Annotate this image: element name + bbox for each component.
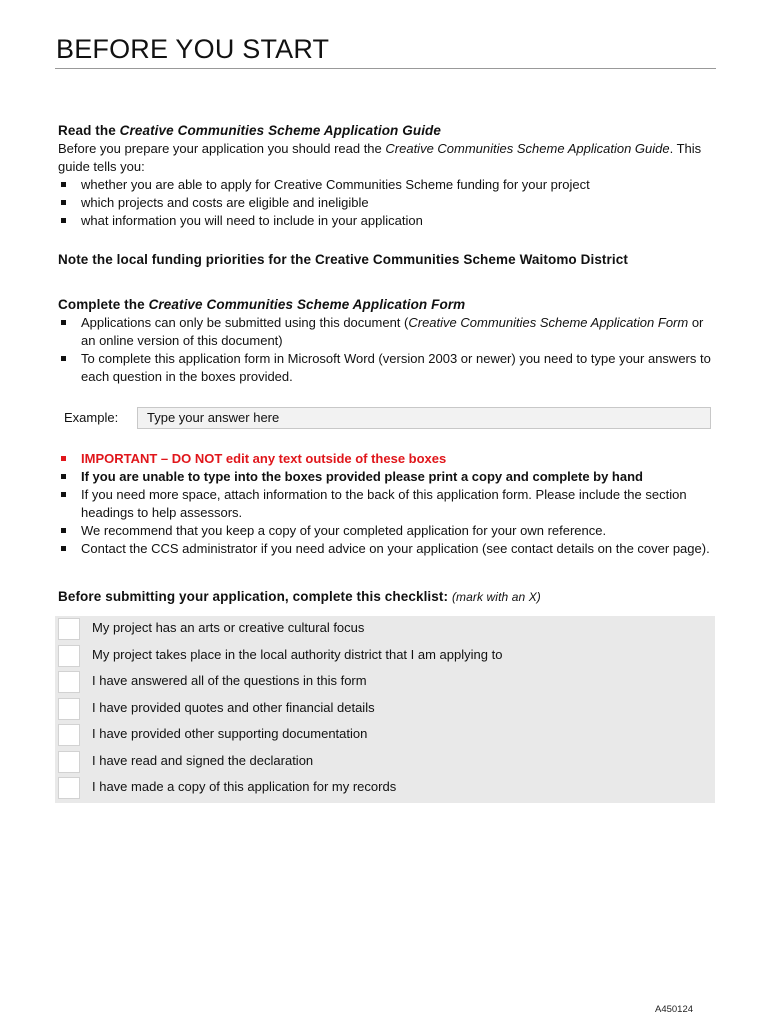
checklist-item-label: I have read and signed the declaration	[92, 753, 314, 768]
bullet-icon	[61, 456, 66, 461]
form-bullet-list	[58, 314, 718, 386]
list-item-text: We recommend that you keep a copy of your completed application for your own reference.	[81, 523, 607, 538]
checklist-item-label: My project takes place in the local authority district that I am applying to	[92, 647, 503, 662]
checklist-checkbox[interactable]	[58, 671, 80, 693]
list-item-text: what information you will need to include in your application	[81, 213, 423, 228]
guide-intro	[58, 140, 718, 176]
checklist-item-label: My project has an arts or creative cultural focus	[92, 620, 365, 635]
checklist-row	[55, 722, 715, 748]
bullet-icon	[61, 356, 66, 361]
guide-intro-end: . This guide tells you:	[58, 141, 702, 174]
checklist-table	[55, 616, 715, 803]
checklist-row	[55, 669, 715, 695]
checklist-hint: (mark with an X)	[451, 590, 541, 604]
bullet-icon	[61, 200, 66, 205]
form-heading-title: Creative Communities Scheme Application Form	[148, 297, 466, 312]
print-note	[58, 468, 718, 486]
list-item-text: which projects and costs are eligible and ineligible	[81, 195, 369, 210]
bullet-icon	[61, 182, 66, 187]
bullet-icon	[61, 320, 66, 325]
checklist-checkbox[interactable]	[58, 777, 80, 799]
checklist-checkbox[interactable]	[58, 645, 80, 667]
guide-heading	[58, 122, 718, 140]
document-code: A450124	[655, 1004, 694, 1015]
checklist-heading	[58, 588, 718, 606]
page-title: BEFORE YOU START	[56, 34, 330, 64]
priorities-heading: Note the local funding priorities for the Creative Communities Scheme Waitomo District	[58, 252, 628, 267]
list-item-text: To complete this application form in Microsoft Word (version 2003 or newer) you need to type your answers to each question in the boxes provided.	[81, 351, 711, 384]
list-item-text: Applications can only be submitted using this document (	[81, 315, 409, 330]
print-note-text: If you are unable to type into the boxes provided please print a copy and complete by hand	[81, 469, 643, 484]
important-note	[58, 450, 718, 468]
form-heading	[58, 296, 718, 314]
guide-intro-title: Creative Communities Scheme Application Guide	[385, 141, 670, 156]
checklist-row	[55, 749, 715, 775]
checklist-checkbox[interactable]	[58, 751, 80, 773]
guide-bullet-list	[58, 176, 718, 230]
guide-section	[58, 122, 718, 230]
example-label: Example:	[64, 410, 119, 425]
bullet-icon	[61, 546, 66, 551]
list-item	[58, 522, 718, 540]
checklist-row	[55, 616, 715, 642]
list-item-title: Creative Communities Scheme Application Form	[408, 315, 689, 330]
list-item-text: If you need more space, attach information to the back of this application form. Please include the section headings to help assessors.	[81, 487, 687, 520]
list-item	[58, 540, 718, 558]
checklist-checkbox[interactable]	[58, 724, 80, 746]
notes-bullet-list	[58, 450, 718, 558]
list-item	[58, 194, 718, 212]
list-item	[58, 176, 718, 194]
checklist-checkbox[interactable]	[58, 698, 80, 720]
priorities-section	[58, 251, 718, 269]
checklist-item-label: I have made a copy of this application for my records	[92, 779, 397, 794]
list-item	[58, 350, 718, 386]
checklist-checkbox[interactable]	[58, 618, 80, 640]
example-answer-text: Type your answer here	[147, 410, 280, 425]
guide-heading-prefix: Read the	[58, 123, 120, 138]
example-answer-box[interactable]	[137, 407, 711, 429]
bullet-icon	[61, 492, 66, 497]
guide-heading-title: Creative Communities Scheme Application Guide	[119, 123, 441, 138]
list-item-text: whether you are able to apply for Creative Communities Scheme funding for your project	[81, 177, 590, 192]
list-item	[58, 314, 718, 350]
bullet-icon	[61, 474, 66, 479]
checklist-item-label: I have provided other supporting documentation	[92, 726, 368, 741]
checklist-row	[55, 775, 715, 801]
title-divider	[55, 68, 716, 69]
bullet-icon	[61, 528, 66, 533]
guide-intro-text: Before you prepare your application you should read the	[58, 141, 386, 156]
checklist-row	[55, 696, 715, 722]
list-item	[58, 486, 718, 522]
list-item-text-end: or an online version of this document)	[81, 315, 704, 348]
form-section	[58, 296, 718, 386]
checklist-row	[55, 643, 715, 669]
checklist-heading-row	[58, 588, 718, 606]
example-row	[64, 407, 711, 429]
important-note-text: IMPORTANT – DO NOT edit any text outside of these boxes	[81, 451, 447, 466]
checklist-heading-text: Before submitting your application, complete this checklist:	[58, 589, 449, 604]
notes-section	[58, 450, 718, 558]
checklist-item-label: I have provided quotes and other financial details	[92, 700, 375, 715]
list-item	[58, 212, 718, 230]
list-item-text: Contact the CCS administrator if you need advice on your application (see contact details on the cover page).	[81, 541, 710, 556]
checklist-item-label: I have answered all of the questions in this form	[92, 673, 367, 688]
form-heading-prefix: Complete the	[58, 297, 149, 312]
bullet-icon	[61, 218, 66, 223]
